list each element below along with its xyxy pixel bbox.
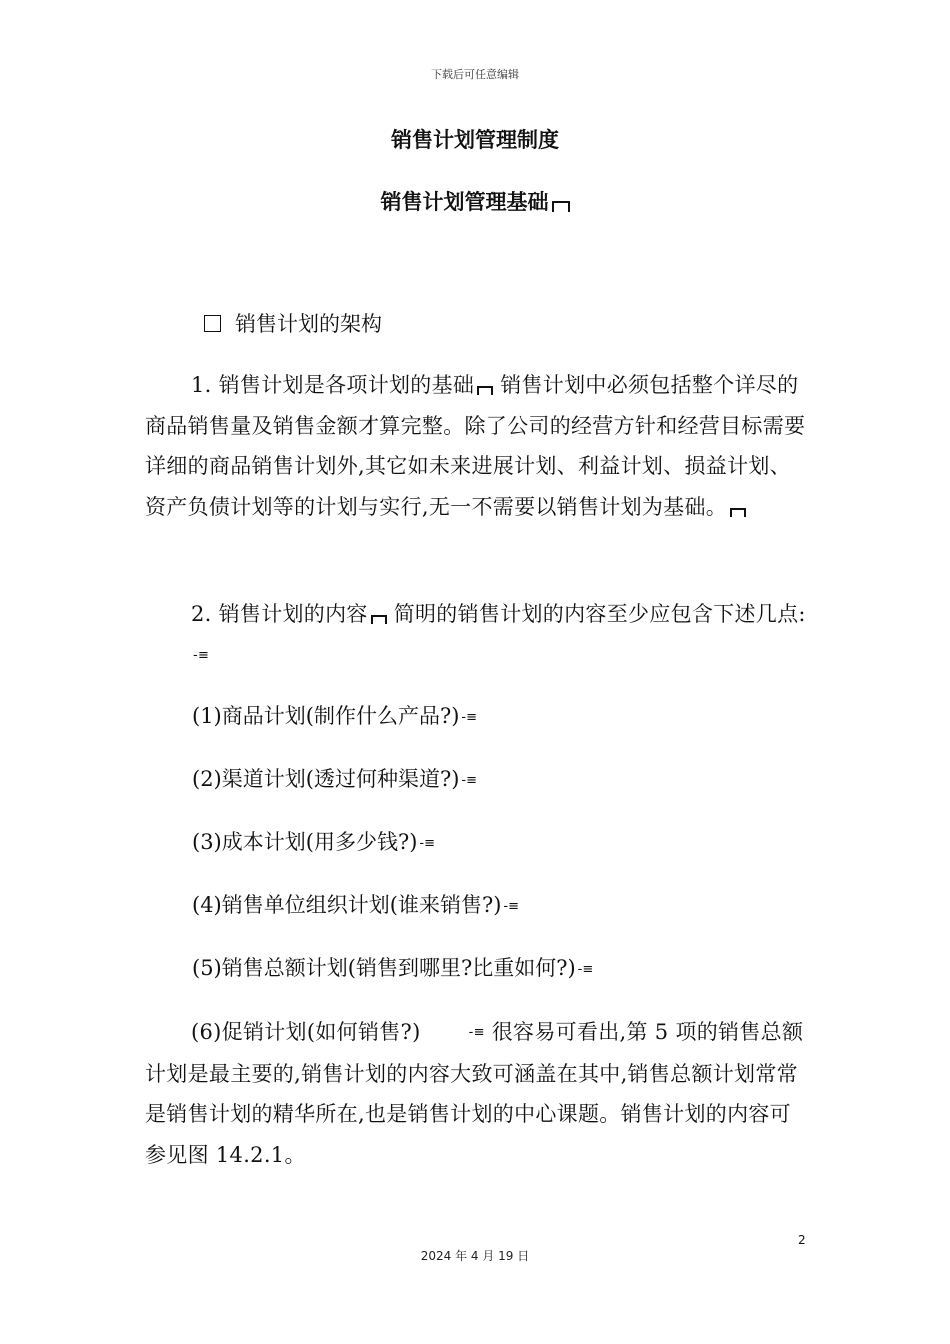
checkbox-bullet-icon: [204, 315, 221, 332]
closing-body: 很容易可看出,第 5 项的销售总额计划是最主要的,销售计划的内容大致可涵盖在其中,销售总额计划常常是销售计划的精华所在,也是销售计划的中心课题。销售计划的内容可参见图 14.2.1。: [145, 1020, 804, 1167]
section-heading: [204, 308, 382, 338]
paragraph-2-body: 简明的销售计划的内容至少应包含下述几点:: [386, 602, 806, 626]
line-break-mark-icon: -≡: [419, 836, 435, 851]
list-item: (2)渠道计划(透过何种渠道?) -≡: [192, 767, 477, 791]
paragraph-mark-icon: [730, 508, 746, 517]
line-break-mark-icon: -≡: [461, 773, 477, 788]
paragraph-2-lead: 2. 销售计划的内容: [191, 602, 368, 626]
paragraph-1-lead: 1. 销售计划是各项计划的基础: [191, 373, 475, 397]
line-break-mark-icon: -≡: [193, 647, 210, 663]
list-item: (3)成本计划(用多少钱?) -≡: [192, 830, 435, 854]
section-heading-text: 销售计划的架构: [235, 312, 382, 336]
list-item: (4)销售单位组织计划(谁来销售?) -≡: [192, 893, 519, 917]
paragraph-mark-icon: [552, 201, 570, 212]
document-title-text: 销售计划管理制度: [391, 128, 559, 152]
footer-date: 2024 年 4 月 19 日: [420, 1249, 530, 1263]
paragraph-2: [145, 594, 810, 676]
page-number: 2: [798, 1233, 806, 1247]
line-break-mark-icon: -≡: [461, 710, 477, 725]
paragraph-mark-icon: [477, 386, 493, 395]
line-break-mark-icon: -≡: [468, 1025, 485, 1041]
list-item: (1)商品计划(制作什么产品?) -≡: [192, 704, 477, 728]
line-break-mark-icon: -≡: [503, 899, 519, 914]
paragraph-1-body: 销售计划中必须包括整个详尽的商品销售量及销售金额才算完整。除了公司的经营方针和经营目标需要详细的商品销售计划外,其它如未来进展计划、利益计划、损益计划、资产负债计划等的计划与实行,无一不需要以销售计划为基础。: [145, 373, 806, 519]
paragraph-mark-icon: [371, 615, 387, 624]
document-subtitle-text: 销售计划管理基础: [380, 190, 549, 214]
paragraph-closing: [145, 1012, 810, 1175]
line-break-mark-icon: -≡: [577, 962, 594, 977]
list-item: (5)销售总额计划(销售到哪里?比重如何?) -≡: [192, 956, 594, 980]
closing-lead: (6)促销计划(如何销售?): [191, 1020, 421, 1044]
header-note: 下载后可任意编辑: [431, 68, 519, 81]
paragraph-1: [145, 365, 810, 527]
document-subtitle: [0, 186, 950, 216]
document-title: [0, 124, 950, 154]
